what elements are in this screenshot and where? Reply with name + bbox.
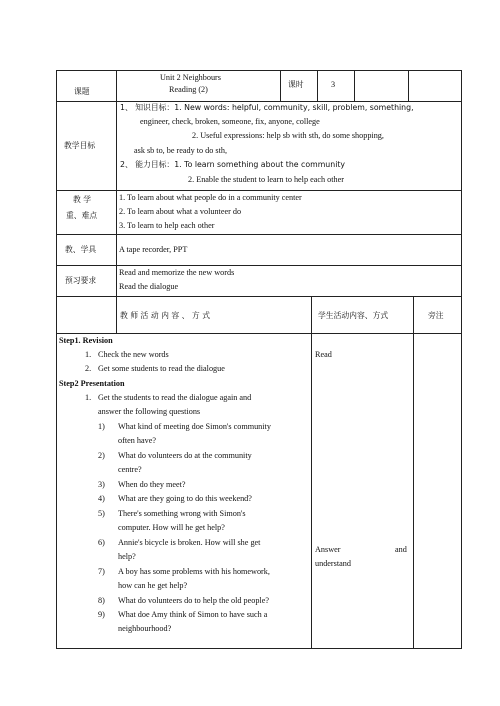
question: What do volunteers do to help the old people? xyxy=(118,596,269,605)
step1-title: Step1. Revision xyxy=(59,336,113,345)
table-border-bottom xyxy=(56,648,462,649)
prep-line: Read and memorize the new words xyxy=(119,268,235,277)
header-divider xyxy=(280,70,281,101)
topic-label: 课题 xyxy=(74,87,90,96)
goals-line: engineer, check, broken, someone, fix, anyone, college xyxy=(140,117,320,126)
topic-subtitle: Reading (2) xyxy=(169,85,208,94)
goals-line: 2、 能力目标：1. To learn something about the community xyxy=(120,160,346,169)
goals-line: 2. Useful expressions: help sb with sth, do some shopping, xyxy=(192,131,384,140)
step2-title: Step2 Presentation xyxy=(59,379,125,388)
question: computer. How will he get help? xyxy=(118,523,225,532)
goals-line: 2. Enable the student to learn to help each other xyxy=(188,175,344,184)
table-border-left xyxy=(56,70,57,649)
header-divider xyxy=(317,70,318,101)
step2-intro: Get the students to read the dialogue again and xyxy=(98,393,252,402)
notes-column-divider xyxy=(413,296,414,648)
question: how can he get help? xyxy=(118,581,188,590)
prep-label: 预习要求 xyxy=(65,276,97,285)
goals-line: ask sb to, be ready to do sth, xyxy=(134,146,228,155)
prep-line: Read the dialogue xyxy=(119,282,179,291)
goals-label: 教学目标 xyxy=(64,141,96,150)
row-divider xyxy=(56,333,462,334)
step2-intro: answer the following questions xyxy=(98,407,201,416)
question: A boy has some problems with his homework, xyxy=(118,567,270,576)
tools-value: A tape recorder, PPT xyxy=(119,245,188,254)
question: help? xyxy=(118,552,136,561)
period-label: 课时 xyxy=(288,80,304,89)
question: There's something wrong with Simon's xyxy=(118,509,246,518)
question: often have? xyxy=(118,436,156,445)
question: When do they meet? xyxy=(118,480,186,489)
student-activity-answer: Answer xyxy=(315,545,341,554)
step1-item: Get some students to read the dialogue xyxy=(98,364,225,373)
topic-title: Unit 2 Neighbours xyxy=(160,73,221,82)
header-divider xyxy=(354,70,355,101)
period-value: 3 xyxy=(331,80,336,89)
question: What doe Amy think of Simon to have such a xyxy=(118,610,268,619)
step1-item: Check the new words xyxy=(98,350,169,359)
tools-label: 教、学具 xyxy=(65,245,97,254)
question: What are they going to do this weekend? xyxy=(118,494,252,503)
student-activity-and: and xyxy=(395,545,407,554)
key-points-label: 重、难点 xyxy=(66,211,98,220)
student-column-divider xyxy=(311,296,312,648)
question: What kind of meeting doe Simon's community xyxy=(118,422,271,431)
key-point-line: 1. To learn about what people do in a community center xyxy=(119,193,302,202)
question: Annie's bicycle is broken. How will she get xyxy=(118,538,261,547)
header-divider xyxy=(408,70,409,101)
label-column-divider xyxy=(116,70,117,333)
key-point-line: 2. To learn about what a volunteer do xyxy=(119,207,242,216)
student-activity-read: Read xyxy=(315,350,332,359)
key-point-line: 3. To learn to help each other xyxy=(119,221,215,230)
question: centre? xyxy=(118,465,142,474)
student-activity-understand: understand xyxy=(315,559,351,568)
goals-line: 1、 知识目标：1. New words: helpful, community, skill, problem, something, xyxy=(120,103,414,112)
teacher-activity-header: 教 师 活 动 内 容 、 方 式 xyxy=(120,311,210,320)
table-border-right xyxy=(461,70,462,649)
lesson-plan-table: 课题 Unit 2 Neighbours Reading (2) 课时 3 教学目标 1、 知识目标：1. New words: helpful, community, skill, problem, something, engineer, check, broken, someone, fix, anyone, college 2. Useful expressions: help sb with sth, do some shopping, ask sb to, be ready to do sth, 2、 能力目标：1. To learn something about the community 2. Enable the student to learn to help each other 教 学 重、难点 1. To learn about what people do in a community center 2. To learn about what a volunteer do 3. To learn to help each other 教、学具 A tape recorder, PPT 预习要求 Read and memorize the new words Read the dialogue 教 师 活 动 内 容 、 方 式 学生活动内容、方式 旁注 Step1. Revision 1. Check the new words 2. Get some students to read the dialogue Step2 Presentation 1. Get the students to read the dialogue again and answer the following questions 1) What kind of meeting doe Simon's community often have? 2) What do volunteers do at the community centre? 3) When do they meet? 4) What are they going to do this weekend? 5) There's something wrong with Simon's computer. How will he get help? 6) Annie's bicycle is broken. How will she get help? 7) A boy has some problems with his homework, how can he get help? 8) What do volunteers do to help the old people? 9) What doe Amy think of Simon to have such a neighbourhood? Read Answer and understand xyxy=(56,70,462,649)
question: What do volunteers do at the community xyxy=(118,451,252,460)
student-activity-header: 学生活动内容、方式 xyxy=(318,311,389,320)
key-points-label: 教 学 xyxy=(73,195,92,204)
question: neighbourhood? xyxy=(118,624,172,633)
notes-header: 旁注 xyxy=(428,311,444,320)
